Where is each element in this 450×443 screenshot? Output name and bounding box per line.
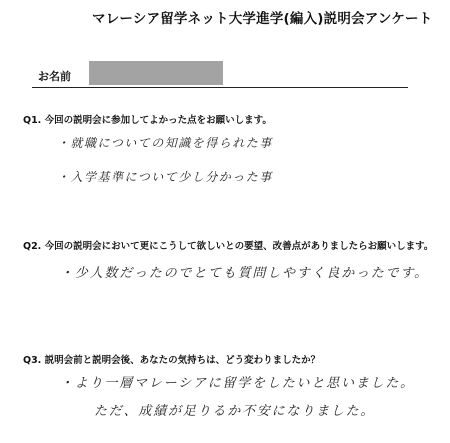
answer-1-line-1: ・就職についての知識を得られた事: [57, 136, 273, 150]
answer-3-line-1: ・より一層マレーシアに留学をしたいと思いました。: [60, 376, 415, 391]
answer-1-line-2: ・入学基準について少し分かった事: [57, 170, 273, 184]
question-1: Q1. 今回の説明会に参加してよかった点をお願いします。: [23, 115, 272, 126]
answer-3-line-2: ただ、成績が足りるか不安になりました。: [94, 404, 376, 419]
name-label: お名前: [38, 70, 71, 83]
question-2: Q2. 今回の説明会において更にこうして欲しいとの要望、改善点がありましたらお願いします。: [23, 241, 434, 252]
question-3: Q3. 説明会前と説明会後、あなたの気持ちは、どう変わりましたか？: [23, 355, 321, 366]
name-underline: [32, 87, 408, 88]
survey-title: マレーシア留学ネット大学進学(編入)説明会アンケート: [92, 11, 433, 27]
redacted-name: [89, 61, 223, 85]
answer-2-line-1: ・少人数だったのでとても質問しやすく良かったです。: [60, 266, 429, 281]
